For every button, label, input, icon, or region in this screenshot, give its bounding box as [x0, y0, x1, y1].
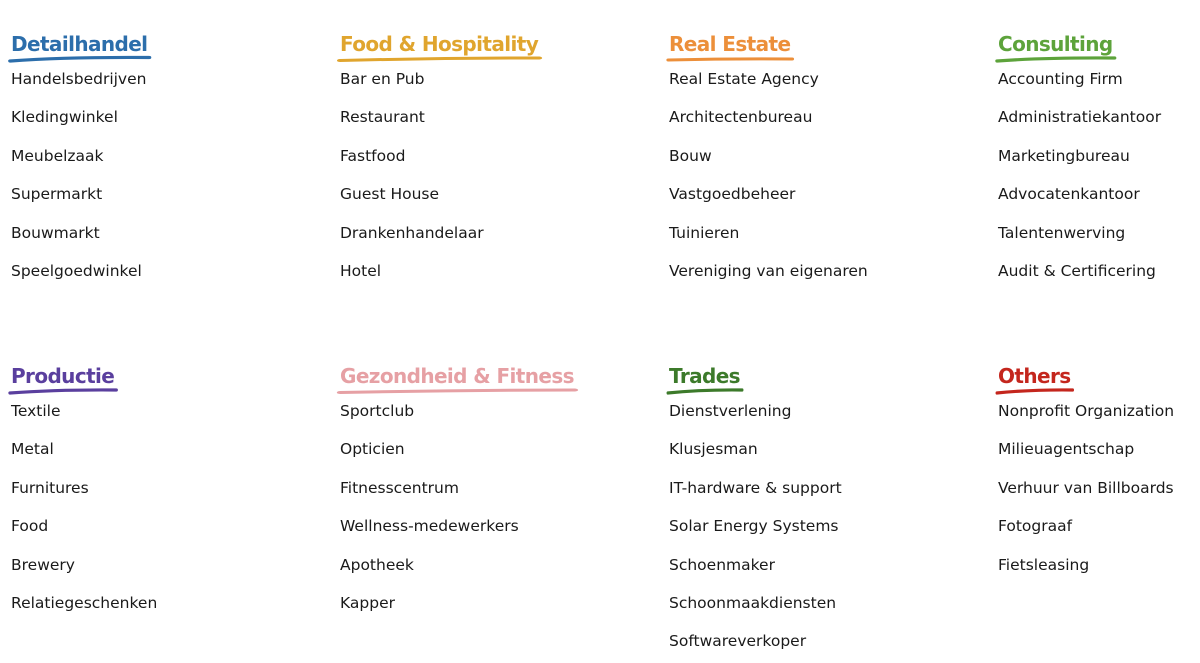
category-item-meubelzaak[interactable]: Meubelzaak: [11, 146, 104, 165]
category-consulting: [998, 30, 1200, 362]
category-item-fotograaf[interactable]: Fotograaf: [998, 517, 1073, 536]
category-item-audit-certificering[interactable]: Audit & Certificering: [998, 261, 1156, 280]
category-item-sportclub[interactable]: Sportclub: [340, 402, 415, 420]
category-item-fitnesscentrum[interactable]: Fitnesscentrum: [340, 478, 459, 497]
category-item-food[interactable]: Food: [11, 517, 49, 536]
category-item-list: [11, 60, 340, 290]
category-item-restaurant[interactable]: Restaurant: [340, 108, 425, 127]
category-productie: [11, 362, 340, 662]
category-item-bar-en-pub[interactable]: Bar en Pub: [340, 70, 425, 88]
category-item-textile[interactable]: Textile: [11, 402, 61, 420]
brush-underline-icon: [338, 55, 541, 63]
category-heading: [669, 362, 740, 390]
category-item-nonprofit-organization[interactable]: Nonprofit Organization: [998, 402, 1175, 420]
category-heading: [998, 30, 1113, 58]
category-item-relatiegeschenken[interactable]: Relatiegeschenken: [11, 593, 158, 612]
category-food-hospitality: [340, 30, 669, 362]
category-item-hotel[interactable]: Hotel: [340, 261, 382, 280]
category-title: Gezondheid & Fitness: [340, 364, 574, 388]
category-item-dienstverlening[interactable]: Dienstverlening: [669, 402, 792, 420]
category-item-list: [998, 60, 1200, 290]
category-heading: [340, 30, 538, 58]
category-title: Trades: [669, 364, 740, 388]
category-item-kapper[interactable]: Kapper: [340, 593, 395, 612]
category-item-softwareverkoper[interactable]: Softwareverkoper: [669, 632, 807, 651]
category-item-klusjesman[interactable]: Klusjesman: [669, 440, 758, 459]
category-item-drankenhandelaar[interactable]: Drankenhandelaar: [340, 223, 484, 242]
category-heading: [998, 362, 1071, 390]
category-gezondheid-fitness: [340, 362, 669, 662]
category-item-handelsbedrijven[interactable]: Handelsbedrijven: [11, 70, 147, 88]
category-item-vastgoedbeheer[interactable]: Vastgoedbeheer: [669, 185, 796, 204]
category-item-architectenbureau[interactable]: Architectenbureau: [669, 108, 813, 127]
brush-underline-icon: [9, 55, 150, 63]
category-item-it-hardware-support[interactable]: IT-hardware & support: [669, 478, 842, 497]
category-item-metal[interactable]: Metal: [11, 440, 54, 459]
category-heading: [11, 362, 114, 390]
category-item-real-estate-agency[interactable]: Real Estate Agency: [669, 70, 819, 88]
industry-categories-grid: [11, 30, 1200, 662]
category-item-apotheek[interactable]: Apotheek: [340, 555, 414, 574]
category-item-advocatenkantoor[interactable]: Advocatenkantoor: [998, 185, 1140, 204]
category-title: Productie: [11, 364, 115, 388]
category-item-brewery[interactable]: Brewery: [11, 555, 75, 574]
category-item-guest-house[interactable]: Guest House: [340, 185, 440, 204]
category-item-furnitures[interactable]: Furnitures: [11, 478, 89, 497]
category-trades: [669, 362, 998, 662]
category-item-list: [669, 392, 998, 661]
category-item-bouwmarkt[interactable]: Bouwmarkt: [11, 223, 100, 242]
category-item-verhuur-van-billboards[interactable]: Verhuur van Billboards: [998, 478, 1174, 497]
brush-underline-icon: [9, 387, 117, 395]
category-item-accounting-firm[interactable]: Accounting Firm: [998, 70, 1123, 88]
category-heading: [340, 362, 574, 390]
category-item-wellness-medewerkers[interactable]: Wellness-medewerkers: [340, 517, 519, 536]
category-real-estate: [669, 30, 998, 362]
category-item-opticien[interactable]: Opticien: [340, 440, 405, 459]
category-item-bouw[interactable]: Bouw: [669, 146, 712, 165]
category-heading: [669, 30, 790, 58]
category-item-fastfood[interactable]: Fastfood: [340, 146, 406, 165]
category-item-fietsleasing[interactable]: Fietsleasing: [998, 555, 1090, 574]
category-item-supermarkt[interactable]: Supermarkt: [11, 185, 103, 204]
brush-underline-icon: [667, 55, 793, 63]
category-title: Food & Hospitality: [340, 32, 539, 56]
category-detailhandel: [11, 30, 340, 362]
category-item-solar-energy-systems[interactable]: Solar Energy Systems: [669, 517, 839, 536]
category-item-list: [998, 392, 1200, 584]
category-item-list: [11, 392, 340, 622]
category-title: Detailhandel: [11, 32, 148, 56]
category-title: Others: [998, 364, 1071, 388]
category-title: Consulting: [998, 32, 1113, 56]
brush-underline-icon: [996, 387, 1074, 395]
category-item-vereniging-van-eigenaren[interactable]: Vereniging van eigenaren: [669, 261, 868, 280]
category-item-list: [340, 60, 669, 290]
category-item-schoenmaker[interactable]: Schoenmaker: [669, 555, 775, 574]
brush-underline-icon: [996, 55, 1116, 63]
category-heading: [11, 30, 147, 58]
category-item-kledingwinkel[interactable]: Kledingwinkel: [11, 108, 118, 127]
category-others: [998, 362, 1200, 662]
category-item-schoonmaakdiensten[interactable]: Schoonmaakdiensten: [669, 593, 837, 612]
brush-underline-icon: [338, 387, 577, 395]
brush-underline-icon: [667, 387, 743, 395]
category-title: Real Estate: [669, 32, 791, 56]
category-item-milieuagentschap[interactable]: Milieuagentschap: [998, 440, 1135, 459]
category-item-marketingbureau[interactable]: Marketingbureau: [998, 146, 1130, 165]
category-item-list: [669, 60, 998, 290]
category-item-tuinieren[interactable]: Tuinieren: [669, 223, 740, 242]
category-item-list: [340, 392, 669, 622]
category-item-speelgoedwinkel[interactable]: Speelgoedwinkel: [11, 261, 142, 280]
category-item-talentenwerving[interactable]: Talentenwerving: [998, 223, 1126, 242]
category-item-administratiekantoor[interactable]: Administratiekantoor: [998, 108, 1162, 127]
